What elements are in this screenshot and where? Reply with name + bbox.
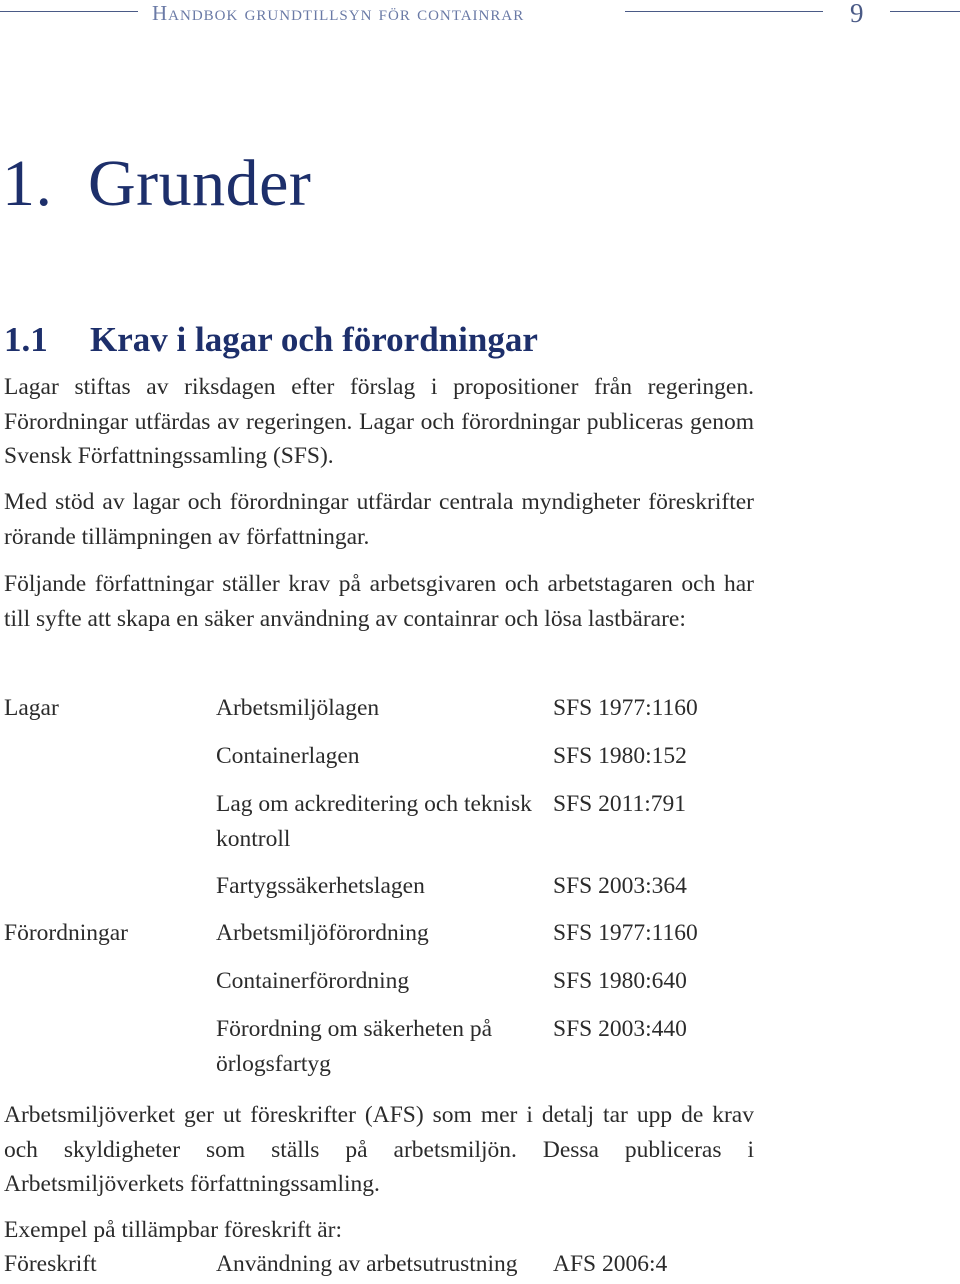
paragraph-authorities: Med stöd av lagar och förordningar utfärdar centrala myndigheter föreskrifter rörande tillämpningen av författningar. bbox=[4, 489, 754, 550]
header-rule-left bbox=[0, 11, 138, 12]
regulation-reference: SFS 1977:1160 bbox=[553, 695, 698, 721]
regulation-reference: SFS 1980:152 bbox=[553, 743, 687, 769]
regulation-reference: SFS 1980:640 bbox=[553, 968, 687, 994]
regulation-reference: SFS 1977:1160 bbox=[553, 920, 698, 946]
regulation-reference: SFS 2003:364 bbox=[553, 873, 687, 899]
paragraph-intro: Lagar stiftas av riksdagen efter förslag i propositioner från regeringen. Förordningar utfärdas av regeringen. Lagar och förordningar publiceras genom Svensk Författningssamling (SFS). bbox=[4, 374, 754, 469]
example-reference: AFS 2006:4 bbox=[553, 1251, 668, 1277]
running-header-title: Handbok grundtillsyn för containrar bbox=[152, 1, 525, 25]
page-number: 9 bbox=[850, 0, 864, 28]
section-heading bbox=[4, 320, 538, 360]
regulation-name: Containerförordning bbox=[216, 968, 410, 994]
chapter-number: 1. bbox=[2, 147, 53, 220]
regulation-name: Förordning om säkerheten på örlogsfartyg bbox=[216, 1016, 493, 1077]
chapter-heading bbox=[2, 146, 311, 222]
example-category: Föreskrift bbox=[4, 1251, 97, 1277]
regulation-name: Arbetsmiljöförordning bbox=[216, 920, 429, 946]
regulation-name: Arbetsmiljölagen bbox=[216, 695, 380, 721]
example-intro: Exempel på tillämpbar föreskrift är: bbox=[4, 1217, 343, 1243]
regulation-name: Lag om ackreditering och teknisk kontroll bbox=[216, 791, 532, 852]
section-number: 1.1 bbox=[4, 320, 48, 359]
running-header bbox=[0, 0, 960, 26]
paragraph-requirements: Följande författningar ställer krav på arbetsgivaren och arbetstagaren och har till syfte att skapa en säker användning av containrar och lösa lastbärare: bbox=[4, 571, 754, 632]
chapter-title: Grunder bbox=[88, 147, 312, 220]
example-name: Användning av arbetsutrustning bbox=[216, 1251, 518, 1277]
regulation-name: Containerlagen bbox=[216, 743, 360, 769]
paragraph-afs: Arbetsmiljöverket ger ut föreskrifter (AFS) som mer i detalj tar upp de krav och skyldigheter som ställs på arbetsmiljön. Dessa publiceras i Arbetsmiljöverkets författningssamling. bbox=[4, 1102, 754, 1197]
regulation-reference: SFS 2003:440 bbox=[553, 1016, 687, 1042]
regulation-category: Lagar bbox=[4, 695, 59, 721]
regulation-reference: SFS 2011:791 bbox=[553, 791, 686, 817]
header-rule-right bbox=[890, 11, 960, 12]
regulation-category: Förordningar bbox=[4, 920, 129, 946]
section-title: Krav i lagar och förordningar bbox=[90, 320, 538, 359]
header-rule-middle bbox=[625, 11, 823, 12]
regulation-name: Fartygssäkerhetslagen bbox=[216, 873, 425, 899]
